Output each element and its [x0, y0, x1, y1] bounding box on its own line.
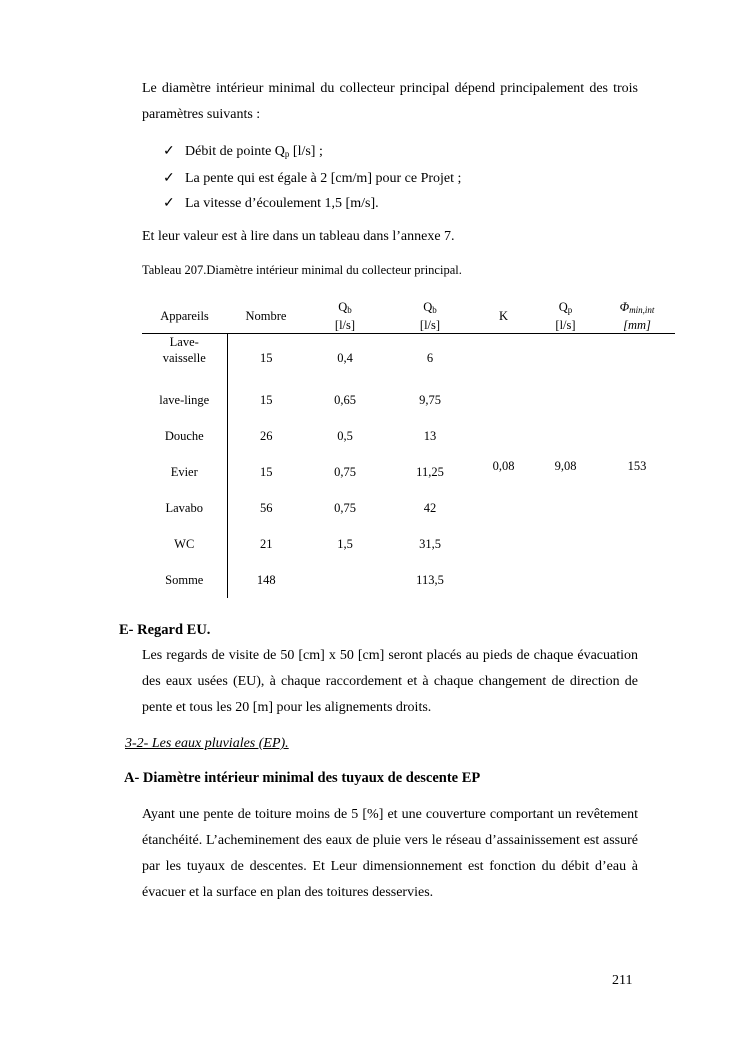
- header-nombre: Nombre: [227, 300, 305, 334]
- bullet-item-pente: ✓ La pente qui est égale à 2 [cm/m] pour ce Projet ;: [163, 168, 623, 190]
- bullet-item-vitesse: ✓ La vitesse d’écoulement 1,5 [m/s].: [163, 193, 623, 215]
- after-bullets-text: Et leur valeur est à lire dans un tableau dans l’annexe 7.: [142, 229, 455, 244]
- header-qp: $Q_p$ [l/s]: [532, 300, 599, 334]
- cell-nombre: 148: [256, 572, 276, 587]
- cell-appareil: WC: [142, 526, 227, 562]
- collector-table: [142, 300, 675, 598]
- cell-qb-total: 113,5: [416, 572, 444, 587]
- bullet-list: [163, 141, 623, 215]
- header-phi: $\Phi_{min,int}$ [mm]: [599, 300, 675, 334]
- table-header-row: [142, 300, 675, 334]
- checkmark-icon: ✓: [163, 171, 175, 186]
- cell-k: 0,08: [492, 458, 515, 473]
- cell-nombre: 21: [260, 536, 273, 551]
- table-row: [142, 334, 675, 383]
- header-k: K: [475, 300, 532, 334]
- cell-qb-total: 13: [423, 428, 437, 443]
- section-3-2-heading: 3-2- Les eaux pluviales (EP).: [125, 736, 289, 751]
- cell-qb-unit: 0,65: [334, 392, 356, 407]
- cell-qb-unit: 0,75: [334, 464, 356, 479]
- cell-qb-total: 31,5: [419, 536, 441, 551]
- cell-qb-unit: [305, 562, 385, 598]
- section-a-paragraph: Ayant une pente de toiture moins de 5 [%] et une couverture comportant un revêtement étanchéité. L’acheminement des eaux de pluie vers le réseau d’assainissement est assuré par les tuyaux de descentes. Et Leur dimensionnement est fonction du débit d’eau à évacuer et la surface en plan des toitures desservies.: [142, 807, 638, 900]
- bullet-item-debit: ✓ Débit de pointe $Q_p$ [l/s] ;: [163, 141, 623, 165]
- cell-qb-total: 6: [426, 350, 434, 365]
- page-number: 211: [612, 973, 633, 988]
- header-qb-unit: $Q_b$ [l/s]: [305, 300, 385, 334]
- cell-appareil: Evier: [142, 454, 227, 490]
- cell-nombre: 15: [260, 350, 273, 365]
- cell-appareil: Lavabo: [142, 490, 227, 526]
- cell-qb-unit: 0,4: [337, 350, 353, 365]
- cell-appareil: Douche: [142, 418, 227, 454]
- cell-nombre: 15: [260, 464, 273, 479]
- header-qb-total: $Q_b$ [l/s]: [385, 300, 475, 334]
- cell-appareil: Somme: [142, 562, 227, 598]
- cell-nombre: 15: [260, 392, 273, 407]
- cell-nombre: 56: [260, 500, 273, 515]
- cell-phi: 153: [627, 458, 647, 473]
- table-caption: Tableau 207.Diamètre intérieur minimal du collecteur principal.: [142, 263, 462, 277]
- section-e-heading: E- Regard EU.: [119, 622, 211, 638]
- cell-appareil: Lave- vaisselle: [142, 334, 227, 383]
- header-appareils: Appareils: [142, 300, 227, 334]
- section-e-paragraph: Les regards de visite de 50 [cm] x 50 [cm] seront placés au pieds de chaque évacuation des eaux usées (EU), à chaque raccordement et à chaque changement de direction de pente et tous les 20 [m] pour les alignements droits.: [142, 648, 638, 715]
- cell-qb-unit: 0,75: [334, 500, 356, 515]
- cell-qb-unit: 0,5: [337, 428, 353, 443]
- section-a-heading: A- Diamètre intérieur minimal des tuyaux de descente EP: [124, 770, 481, 786]
- cell-qb-total: 11,25: [416, 464, 444, 479]
- cell-qb-unit: 1,5: [337, 536, 353, 551]
- cell-qb-total: 9,75: [419, 392, 441, 407]
- checkmark-icon: ✓: [163, 144, 175, 159]
- cell-qb-total: 42: [423, 500, 437, 515]
- intro-paragraph: Le diamètre intérieur minimal du collecteur principal dépend principalement des trois paramètres suivants :: [142, 81, 638, 122]
- checkmark-icon: ✓: [163, 196, 175, 211]
- cell-appareil: lave-linge: [142, 382, 227, 418]
- cell-qp: 9,08: [554, 458, 577, 473]
- cell-nombre: 26: [260, 428, 273, 443]
